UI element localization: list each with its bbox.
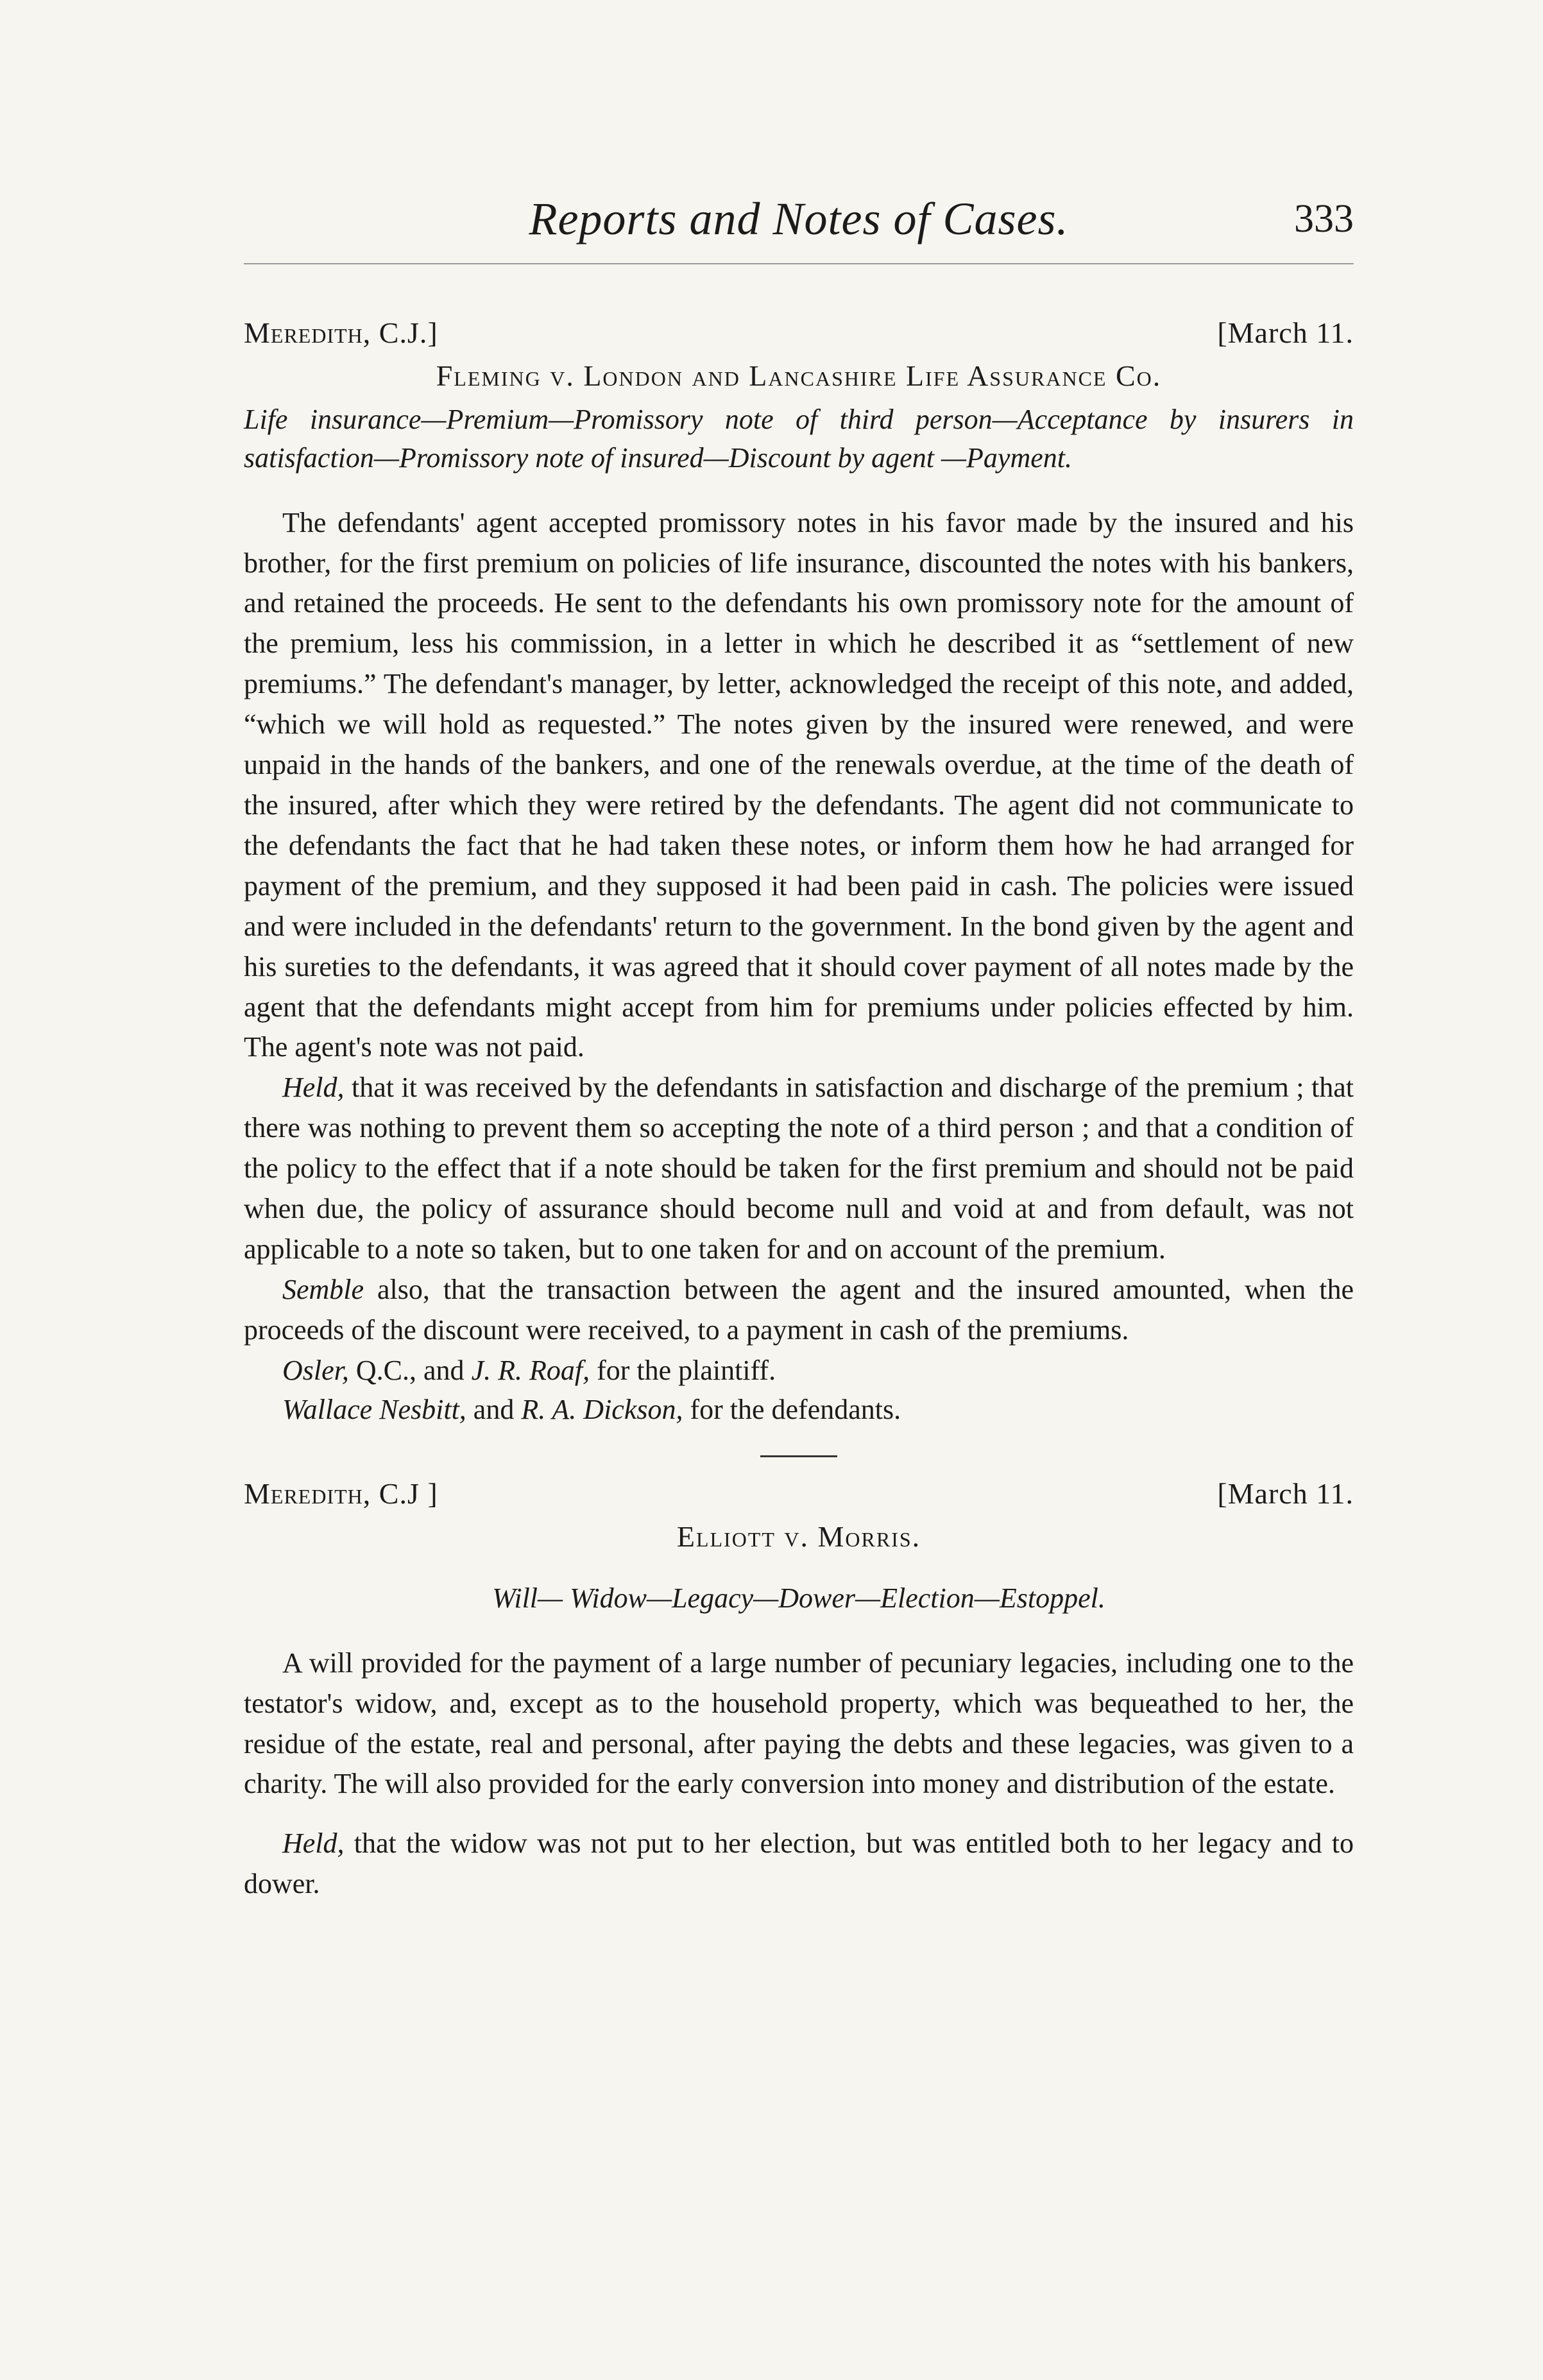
counsel-defendants [244,1390,1354,1430]
page-number: 333 [1294,197,1354,241]
counsel-side: for the plaintiff. [590,1354,776,1386]
counsel-name: Wallace Nesbitt, [282,1394,466,1426]
counsel-side: for the defendants. [683,1394,901,1426]
semble-label: Semble [282,1273,364,1305]
semble-paragraph [244,1270,1354,1351]
running-title: Reports and Notes of Cases. [529,193,1069,244]
case-facts: The defendants' agent accepted promissory notes in his favor made by the insured and his brother, for the first premium on policies of life insurance, discounted the notes with his bankers, and retained the proceeds. He sent to the defendants his own promissory note for the amount of the premium, less his commission, in a letter in which he described it as “settlement of new premiums.” The defendant's manager, by letter, acknowledged the receipt of this note, and added, “which we will hold as requested.” The notes given by the insured were renewed, and were unpaid in the hands of the bankers, and one of the renewals overdue, at the time of the death of the insured, after which they were retired by the defendants. The agent did not communicate to the defendants the fact that he had taken these notes, or inform them how he had arranged for payment of the premium, and they supposed it had been paid in cash. The policies were issued and were included in the defendants' return to the government. In the bond given by the agent and his sureties to the defendants, it was agreed that it should cover payment of all notes made by the agent that the defendants might accept from him for premiums under policies effected by him. The agent's note was not paid. [244,506,1354,1063]
case-date: [March 11. [1217,1477,1354,1510]
held-paragraph [244,1824,1354,1905]
held-label: Held, [282,1072,345,1104]
case-title: Fleming v. London and Lancashire Life Assurance Co. [436,359,1162,392]
case-header [244,316,1354,350]
case-date: [March 11. [1217,316,1354,349]
case-header [244,1477,1354,1511]
counsel-connector: Q.C., and [348,1354,472,1386]
case-elliott [244,1477,1354,1905]
held-label: Held, [282,1828,345,1860]
case-divider [760,1455,837,1457]
counsel-plaintiff [244,1351,1354,1391]
case-fleming [244,316,1354,1430]
case-headnote: Will— Widow—Legacy—Dower—Election—Estoppel. [492,1582,1105,1614]
running-head [244,193,1354,264]
counsel-name: R. A. Dickson, [521,1394,683,1426]
semble-text: also, that the transaction between the agent and the insured amounted, when the proceeds of the discount were received, to a payment in cash of the premiums. [244,1273,1354,1346]
judge-name: Meredith, C.J ] [244,1477,438,1510]
case-title: Elliott v. Morris. [676,1520,921,1553]
held-paragraph [244,1068,1354,1270]
held-text: that the widow was not put to her election, but was entitled both to her legacy and to dower. [244,1828,1354,1900]
case-facts: A will provided for the payment of a large number of pecuniary legacies, including one to the testator's widow, and, except as to the household property, which was bequeathed to her, the residue of the estate, real and personal, after paying the debts and these legacies, was given to a charity. The will also provided for the early conversion into money and distribution of the estate. [244,1647,1354,1800]
counsel-name: Osler, [282,1354,349,1386]
counsel-connector: and [466,1394,522,1426]
document-page [244,193,1354,1905]
counsel-name: J. R. Roaf, [471,1354,590,1386]
case-headnote: Life insurance—Premium—Promissory note of third person—Acceptance by insurers in satisfaction—Promissory note of insured—Discount by agent —Payment. [244,404,1354,474]
judge-name: Meredith, C.J.] [244,316,438,349]
held-text: that it was received by the defendants in satisfaction and discharge of the premium ; that there was nothing to prevent them so accepting the note of a third person ; and that a condition of the policy to the effect that if a note should be taken for the first premium and should not be paid when due, the policy of assurance should become null and void at and from default, was not applicable to a note so taken, but to one taken for and on account of the premium. [244,1072,1354,1265]
